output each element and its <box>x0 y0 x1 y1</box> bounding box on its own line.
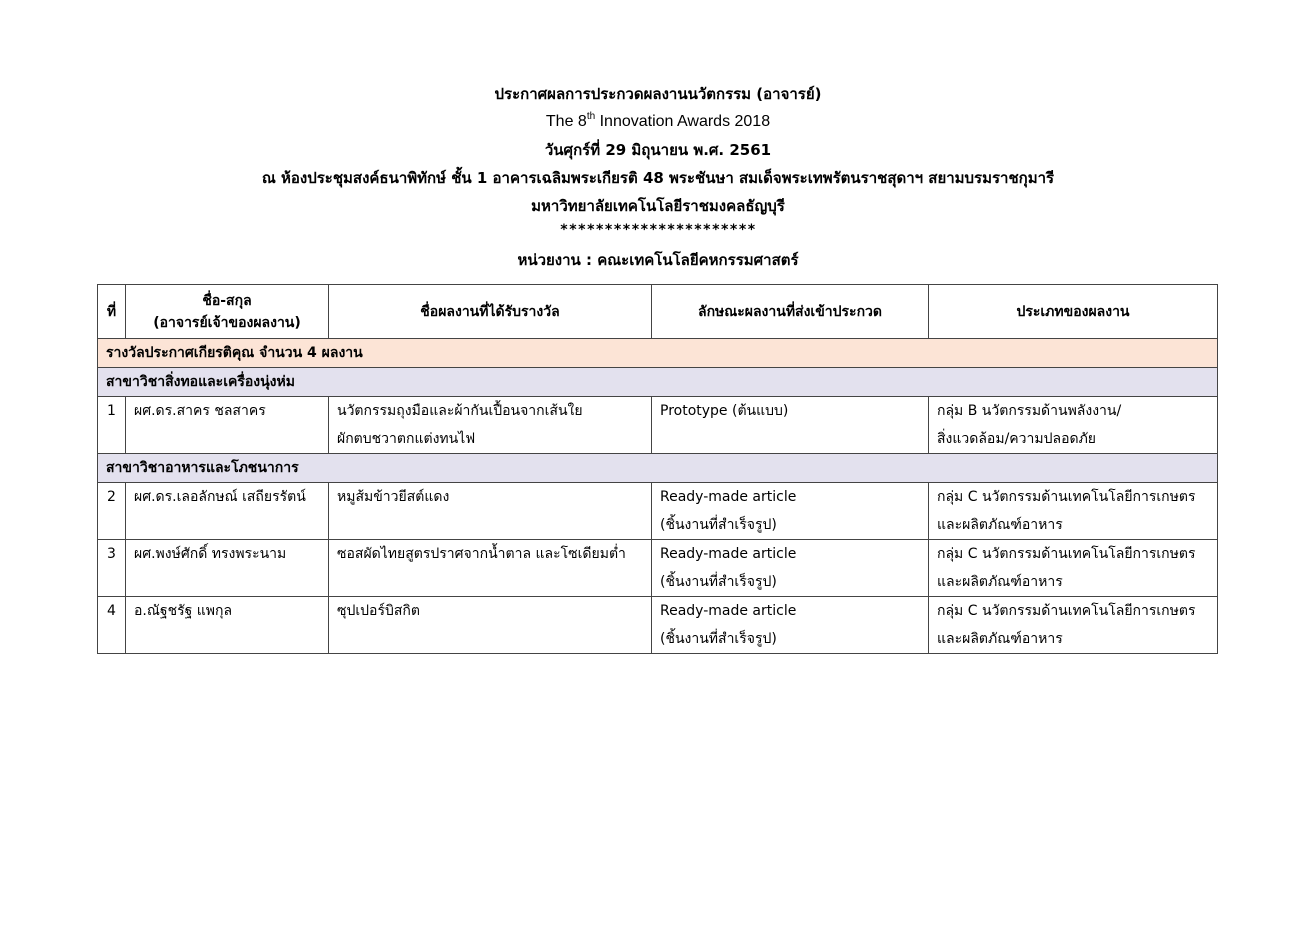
work-type-line2: และผลิตภัณฑ์อาหาร <box>937 574 1063 590</box>
department-title: สาขาวิชาสิ่งทอและเครื่องนุ่งห่ม <box>98 368 1218 397</box>
work-title-line1: นวัตกรรมถุงมือและผ้ากันเปื้อนจากเส้นใย <box>337 403 583 419</box>
work-type <box>929 540 1218 597</box>
document-header <box>0 80 1316 274</box>
table-row <box>98 597 1218 654</box>
work-type-line1: กลุ่ม C นวัตกรรมด้านเทคโนโลยีการเกษตร <box>937 546 1196 562</box>
work-title-line2: ผักตบชวาตกแต่งทนไฟ <box>337 431 476 447</box>
column-header-name <box>126 285 329 339</box>
work-title-line1: ซุปเปอร์บิสกิต <box>337 603 420 619</box>
work-nature-line2: (ชิ้นงานที่สำเร็จรูป) <box>660 574 777 590</box>
owner-name: ผศ.ดร.สาคร ชลสาคร <box>126 397 329 454</box>
row-number: 2 <box>98 483 126 540</box>
announcement-title: ประกาศผลการประกวดผลงานนวัตกรรม (อาจารย์) <box>494 85 822 103</box>
column-header-no: ที่ <box>98 285 126 339</box>
event-title-main: The 8 <box>545 113 587 130</box>
work-nature-line1: Prototype (ต้นแบบ) <box>660 403 789 419</box>
work-type-line1: กลุ่ม C นวัตกรรมด้านเทคโนโลยีการเกษตร <box>937 489 1196 505</box>
award-title: รางวัลประกาศเกียรติคุณ จำนวน 4 ผลงาน <box>98 339 1218 368</box>
owner-name: ผศ.ดร.เลอลักษณ์ เสถียรรัตน์ <box>126 483 329 540</box>
table-row <box>98 483 1218 540</box>
star-separator: ********************** <box>559 222 757 238</box>
column-header-name-line2: (อาจารย์เจ้าของผลงาน) <box>153 314 301 331</box>
work-nature <box>652 397 929 454</box>
row-number: 4 <box>98 597 126 654</box>
work-nature <box>652 483 929 540</box>
work-nature-line2: (ชิ้นงานที่สำเร็จรูป) <box>660 517 777 533</box>
work-type-line1: กลุ่ม B นวัตกรรมด้านพลังงาน/ <box>937 403 1122 419</box>
work-nature-line1: Ready-made article <box>660 489 797 505</box>
table-header-row <box>98 285 1218 339</box>
work-type-line2: และผลิตภัณฑ์อาหาร <box>937 631 1063 647</box>
work-type-line1: กลุ่ม C นวัตกรรมด้านเทคโนโลยีการเกษตร <box>937 603 1196 619</box>
work-title-line1: หมูส้มข้าวยีสต์แดง <box>337 489 450 505</box>
work-nature <box>652 540 929 597</box>
row-number: 1 <box>98 397 126 454</box>
department-row <box>98 454 1218 483</box>
work-nature-line2: (ชิ้นงานที่สำเร็จรูป) <box>660 631 777 647</box>
department-unit: หน่วยงาน : คณะเทคโนโลยีคหกรรมศาสตร์ <box>517 251 799 269</box>
work-title <box>329 597 652 654</box>
work-title-line1: ซอสผัดไทยสูตรปราศจากน้ำตาล และโซเดียมต่ำ <box>337 546 626 562</box>
department-title: สาขาวิชาอาหารและโภชนาการ <box>98 454 1218 483</box>
work-nature-line1: Ready-made article <box>660 603 797 619</box>
work-type-line2: สิ่งแวดล้อม/ความปลอดภัย <box>937 431 1097 447</box>
table-row <box>98 397 1218 454</box>
work-title <box>329 397 652 454</box>
department-row <box>98 368 1218 397</box>
event-title-ordinal: th <box>586 110 596 122</box>
work-type <box>929 397 1218 454</box>
work-type <box>929 597 1218 654</box>
results-table <box>97 284 1218 654</box>
column-header-nature: ลักษณะผลงานที่ส่งเข้าประกวด <box>652 285 929 339</box>
event-title <box>0 108 1316 136</box>
work-type <box>929 483 1218 540</box>
award-row <box>98 339 1218 368</box>
event-title-rest: Innovation Awards 2018 <box>595 113 771 130</box>
event-venue: ณ ห้องประชุมสงค์ธนาพิทักษ์ ชั้น 1 อาคารเฉลิมพระเกียรติ 48 พระชันษา สมเด็จพระเทพรัตนราชสุดาฯ สยามบรมราชกุมารี <box>261 169 1055 187</box>
row-number: 3 <box>98 540 126 597</box>
work-title <box>329 483 652 540</box>
column-header-work: ชื่อผลงานที่ได้รับรางวัล <box>329 285 652 339</box>
owner-name: ผศ.พงษ์ศักดิ์ ทรงพระนาม <box>126 540 329 597</box>
column-header-type: ประเภทของผลงาน <box>929 285 1218 339</box>
work-nature <box>652 597 929 654</box>
owner-name: อ.ณัฐชรัฐ แพกุล <box>126 597 329 654</box>
university-name: มหาวิทยาลัยเทคโนโลยีราชมงคลธัญบุรี <box>531 197 785 215</box>
work-type-line2: และผลิตภัณฑ์อาหาร <box>937 517 1063 533</box>
table-row <box>98 540 1218 597</box>
column-header-name-line1: ชื่อ-สกุล <box>202 292 252 309</box>
work-nature-line1: Ready-made article <box>660 546 797 562</box>
event-date: วันศุกร์ที่ 29 มิถุนายน พ.ศ. 2561 <box>544 141 772 159</box>
work-title <box>329 540 652 597</box>
